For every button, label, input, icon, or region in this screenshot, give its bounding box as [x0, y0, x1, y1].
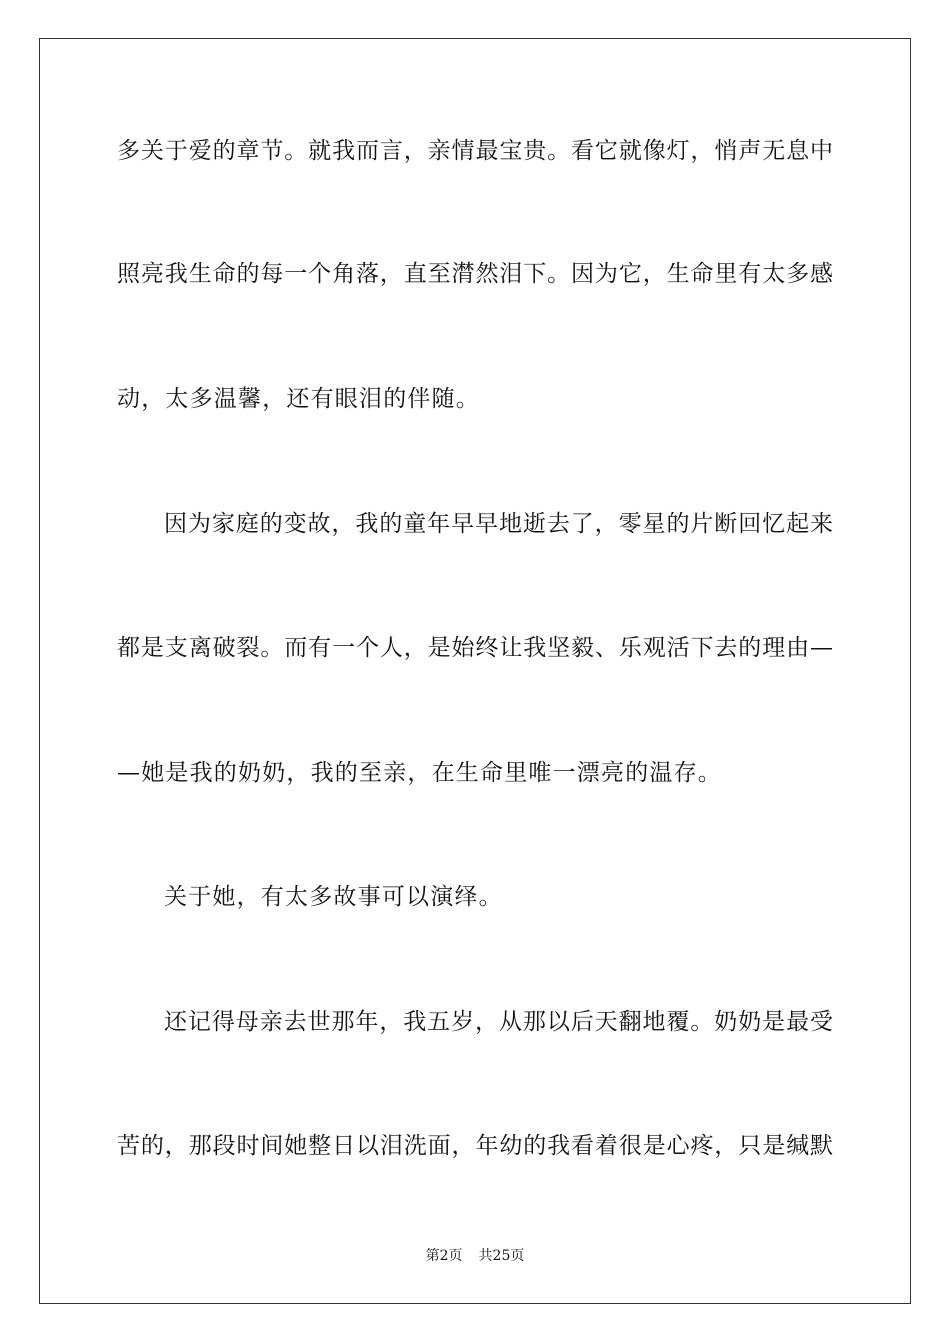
- text-line-4-paragraph-start: 因为家庭的变故，我的童年早早地逝去了，零星的片断回忆起来: [164, 511, 833, 537]
- text-line-1: 多关于爱的章节。就我而言，亲情最宝贵。看它就像灯，悄声无息中: [117, 138, 833, 164]
- text-line-5: 都是支离破裂。而有一个人，是始终让我坚毅、乐观活下去的理由—: [117, 635, 833, 661]
- text-line-3: 动，太多温馨，还有眼泪的伴随。: [117, 386, 480, 412]
- text-line-7-paragraph-start: 关于她，有太多故事可以演绎。: [164, 884, 503, 910]
- text-line-6: —她是我的奶奶，我的至亲，在生命里唯一漂亮的温存。: [117, 760, 722, 786]
- text-line-2: 照亮我生命的每一个角落，直至潸然泪下。因为它，生命里有太多感: [117, 261, 833, 287]
- total-pages: 共25页: [478, 1248, 525, 1264]
- page-number: 第2页: [425, 1248, 463, 1264]
- text-line-9: 苦的，那段时间她整日以泪洗面，年幼的我看着很是心疼，只是缄默: [117, 1133, 833, 1159]
- page-footer: [0, 1247, 950, 1265]
- text-line-8-paragraph-start: 还记得母亲去世那年，我五岁，从那以后天翻地覆。奶奶是最受: [164, 1009, 833, 1035]
- page-border: [39, 38, 911, 1304]
